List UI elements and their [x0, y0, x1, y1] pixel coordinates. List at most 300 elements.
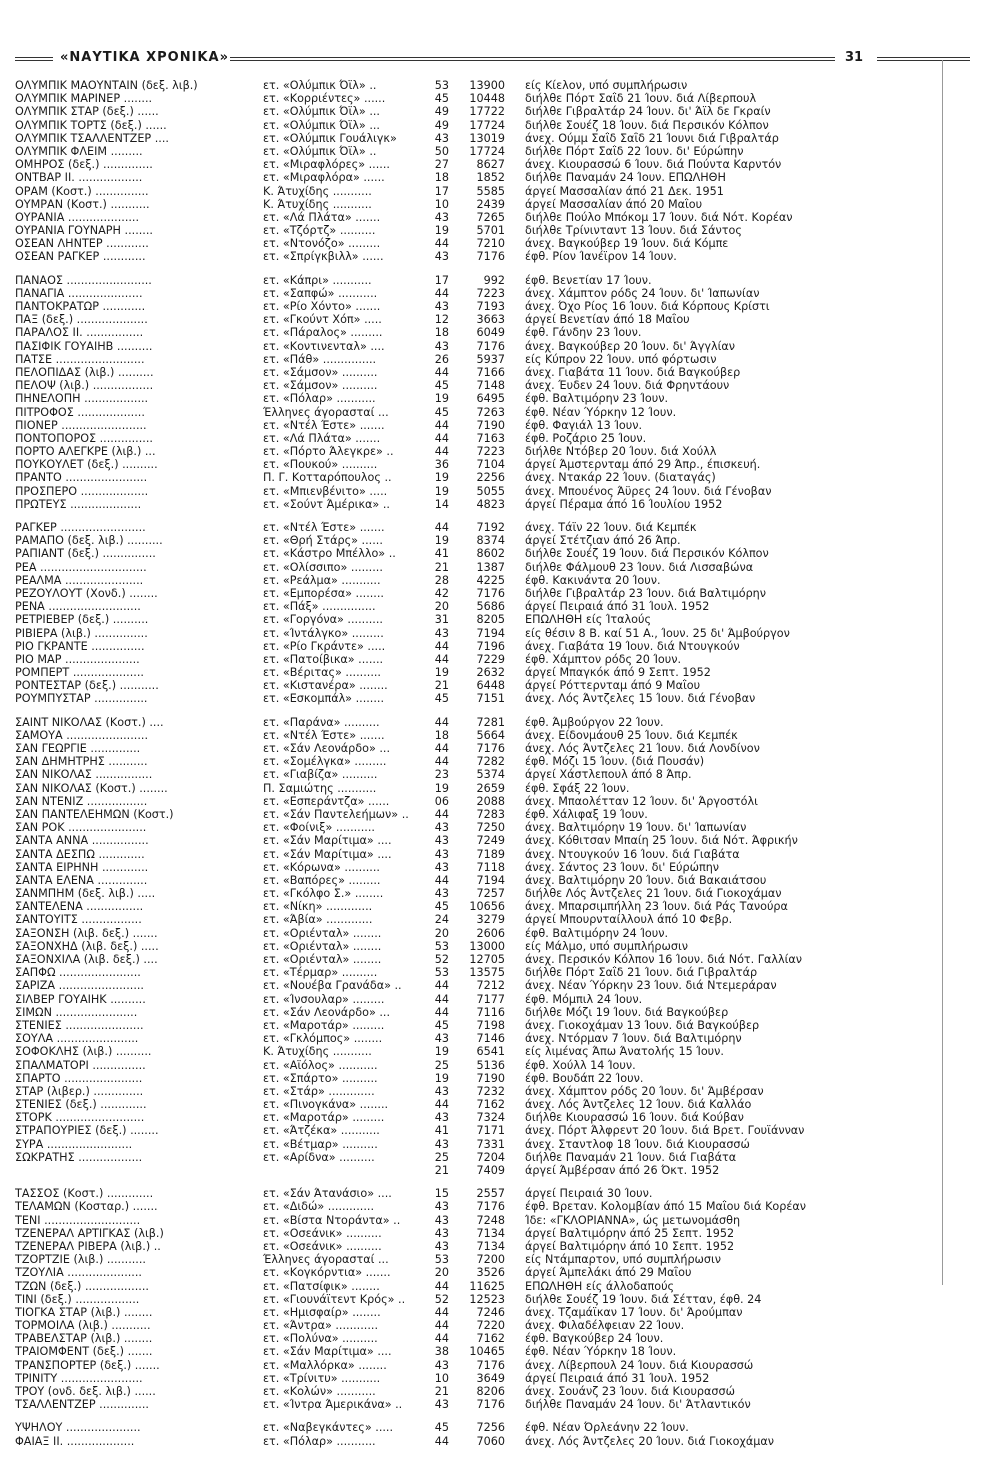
ship-row — [15, 627, 940, 640]
owner: ετ. «Πόρτο Άλεγκρε» .. — [263, 445, 394, 459]
voyage-status: έφθ. Νέαν Ύόρκην 18 Ίουν. — [525, 1345, 677, 1359]
tonnage: 7212 — [476, 979, 505, 993]
build-year: 43 — [434, 887, 449, 901]
voyage-status: άνεχ. Βαγκούβερ 19 Ίουν. διά Κόμπε — [525, 237, 729, 251]
ship-name: ΦΑΙΑΞ ΙΙ. ................... — [15, 1434, 135, 1448]
ship-row — [15, 1085, 940, 1098]
owner: ετ. «Τέρμαρ» .......... — [263, 966, 378, 980]
owner: ετ. «Οριένταλ» ........ — [263, 939, 382, 953]
build-year: 44 — [434, 445, 449, 459]
ship-name: ΤΟΡΜΟΙΛΑ (λιβ.) ........... — [15, 1319, 151, 1333]
ship-name: ΡΑΓΚΕΡ ........................ — [15, 521, 146, 534]
build-year: 45 — [434, 405, 449, 419]
build-year: 45 — [434, 1018, 449, 1032]
voyage-status: διήλθε Πόρτ Σαΐδ 21 Ίουν. διά Γιβραλτάρ — [525, 966, 758, 980]
tonnage: 7176 — [476, 250, 505, 264]
ship-name: ΥΨΗΛΟΥ ..................... — [15, 1421, 141, 1435]
owner: ετ. «Σπρίγκβιλλ» ...... — [263, 250, 384, 264]
ship-name: ΡΕΝΑ .......................... — [15, 600, 141, 614]
voyage-status: είς Κίελον, υπό συμπλήρωσιν — [525, 79, 688, 92]
voyage-status: άργεί Πειραιά 30 Ίουν. — [525, 1187, 653, 1201]
owner: ετ. «Ντονόζο» ......... — [263, 237, 381, 251]
tonnage: 7246 — [476, 1305, 505, 1319]
tonnage: 5664 — [476, 728, 505, 742]
voyage-status: διήλθε Μόζι 19 Ίουν. διά Βαγκούβερ — [525, 1005, 729, 1019]
owner: ετ. «Νίκη» ............. — [263, 900, 373, 914]
voyage-status: διήλθε Τρίνινταντ 13 Ίουν. διά Σάντος — [525, 224, 742, 238]
tonnage: 7229 — [476, 652, 505, 666]
build-year: 52 — [434, 1292, 449, 1306]
tonnage: 7283 — [476, 807, 505, 821]
owner: ετ. «Ολύμπικ Όϊλ» ... — [263, 105, 380, 119]
build-year: 43 — [434, 300, 449, 313]
build-year: 06 — [434, 794, 449, 808]
ship-name: ΣΑΞΟΝΣΗ (λιβ. δεξ.) ....... — [15, 926, 158, 940]
voyage-status: Ίδε: «ΓΚΛΟΡΙΑΝΝΑ», ώς μετωνομάσθη — [525, 1213, 741, 1227]
ship-row — [15, 1319, 940, 1332]
voyage-status: διήλθε Σουέζ 18 Ίουν. διά Περσικόν Κόλπον — [525, 118, 769, 132]
ship-row — [15, 145, 940, 158]
voyage-status: άνεχ. Λός Άντζελες 15 Ίουν. διά Γένοβαν — [525, 692, 756, 706]
ship-name: ΤΕΛΑΜΩΝ (Κοσταρ.) ....... — [15, 1200, 158, 1214]
build-year: 19 — [434, 1071, 449, 1085]
owner: ετ. «Ημισφαίρ» ........ — [263, 1305, 381, 1319]
ship-name: ΣΑΠΦΩ ....................... — [15, 966, 141, 980]
ship-name: ΣΑΝΤΑ ΔΕΣΠΩ ............. — [15, 847, 145, 861]
ship-row — [15, 534, 940, 547]
ship-name: ΣΑΞΟΝΧΗΔ (λιβ. δεξ.) ..... — [15, 939, 159, 953]
owner: ετ. «Διδώ» ............. — [263, 1200, 375, 1214]
ship-row — [15, 692, 940, 705]
build-year: 19 — [434, 666, 449, 680]
ship-row — [15, 171, 940, 184]
voyage-status: άνεχ. Περσικόν Κόλπον 16 Ίουν. διά Νότ. Γαλλίαν — [525, 953, 803, 966]
voyage-status: άνεχ. Τζαμάϊκαν 17 Ίουν. δι' Άρούμπαν — [525, 1305, 743, 1319]
build-year: 43 — [434, 1358, 449, 1372]
ship-row — [15, 1187, 940, 1200]
ship-row — [15, 274, 940, 287]
tonnage: 7194 — [476, 873, 505, 887]
voyage-status: άργεί Άμστερνταμ άπό 29 Άπρ., έπισκευή. — [525, 458, 761, 472]
ship-row — [15, 366, 940, 379]
owner: ετ. «Σπάρτο» .......... — [263, 1071, 378, 1085]
ship-row — [15, 666, 940, 679]
ship-group — [15, 1187, 940, 1411]
ship-row — [15, 768, 940, 781]
owner: ετ. «Εμπορέσα» ........ — [263, 586, 384, 600]
ship-name: ΡΟΥΜΠΥΣΤΑΡ ............... — [15, 692, 148, 706]
voyage-status: άργεί Χάστλεπουλ άπό 8 Άπρ. — [525, 768, 692, 782]
ship-name: ΤΡΑΙΟΜΦΕΝΤ (δεξ.) ....... — [15, 1345, 153, 1359]
owner: ετ. «Μαροτάρ» ......... — [263, 1111, 385, 1125]
build-year: 44 — [434, 431, 449, 445]
tonnage: 13900 — [469, 79, 505, 92]
build-year: 21 — [434, 679, 449, 693]
ship-row — [15, 224, 940, 237]
ship-row — [15, 913, 940, 926]
ship-name: ΣΑΝ ΝΙΚΟΛΑΣ (Κοστ.) ........ — [15, 781, 168, 795]
ship-name: ΟΡΑΜ (Κοστ.) ............... — [15, 184, 149, 198]
ship-row — [15, 379, 940, 392]
tonnage: 7151 — [476, 692, 505, 706]
tonnage: 12705 — [469, 953, 505, 966]
owner: ετ. «Μαροτάρ» ......... — [263, 1018, 385, 1032]
tonnage: 7116 — [476, 1005, 505, 1019]
voyage-status: άργεί Άμπελάκι άπό 29 Μαΐου — [525, 1266, 692, 1280]
build-year: 21 — [434, 1385, 449, 1398]
ship-name: ΤΡΟΥ (ονδ. δεξ. λιβ.) ...... — [15, 1385, 156, 1398]
ship-name: ΤΣΑΛΛΕΝΤΖΕΡ .............. — [15, 1398, 149, 1412]
build-year: 44 — [434, 1305, 449, 1319]
build-year: 19 — [434, 471, 449, 485]
build-year: 19 — [434, 484, 449, 498]
tonnage: 17724 — [469, 144, 505, 158]
voyage-status: έφθ. Βρεταν. Κολομβίαν άπό 15 Μαΐου διά Κορέαν — [525, 1200, 807, 1214]
build-year: 44 — [434, 715, 449, 729]
owner: ετ. «Οσεάνικ» .......... — [263, 1239, 382, 1253]
ship-name: ΟΜΗΡΟΣ (δεξ.) .............. — [15, 158, 153, 172]
build-year: 19 — [434, 1045, 449, 1059]
ship-name: ΠΟΝΤΟΠΟΡΟΣ ............... — [15, 431, 153, 445]
tonnage: 3649 — [476, 1371, 505, 1385]
tonnage: 1852 — [476, 171, 505, 185]
tonnage: 7257 — [476, 887, 505, 901]
tonnage: 7409 — [476, 1164, 505, 1177]
ship-name: ΣΤΡΑΠΟΥΡΙΕΣ (δεξ.) ........ — [15, 1124, 159, 1138]
tonnage: 7265 — [476, 210, 505, 224]
build-year: 43 — [434, 860, 449, 874]
owner: ετ. «Μπιενβένιτο» ..... — [263, 484, 388, 498]
build-year: 45 — [434, 1421, 449, 1435]
tonnage: 7171 — [476, 1124, 505, 1138]
ship-row — [15, 716, 940, 729]
voyage-status: άργεί Βαλτιμόρην άπό 10 Σεπτ. 1952 — [525, 1239, 735, 1253]
owner: ετ. «Λά Πλάτα» ....... — [263, 210, 381, 224]
ship-row — [15, 1138, 940, 1151]
ship-row — [15, 1345, 940, 1358]
voyage-status: είς λιμένας Άπω Άνατολής 15 Ίουν. — [525, 1045, 724, 1059]
owner: ετ. «Κορριέντες» ...... — [263, 92, 386, 106]
ship-name: ΣΑΜΟΥΑ ....................... — [15, 728, 149, 742]
ship-row — [15, 653, 940, 666]
tonnage: 7200 — [476, 1253, 505, 1267]
build-year: 43 — [434, 339, 449, 353]
ship-row — [15, 211, 940, 224]
ship-register-list — [15, 79, 940, 1458]
tonnage: 992 — [483, 273, 505, 287]
ship-name: ΠΙΟΝΕΡ ........................ — [15, 418, 147, 432]
owner: ετ. «Μιραφλόρα» ...... — [263, 171, 385, 185]
voyage-status: είς Ντάμπαρτον, υπό συμπλήρωσιν — [525, 1253, 722, 1267]
tonnage: 7324 — [476, 1111, 505, 1125]
build-year: 25 — [434, 1150, 449, 1164]
ship-row — [15, 861, 940, 874]
build-year: 12 — [434, 313, 449, 327]
tonnage: 10656 — [469, 900, 505, 914]
ship-name: ΣΟΦΟΚΛΗΣ (λιβ.) .......... — [15, 1045, 152, 1059]
ship-name: ΤΙΟΓΚΑ ΣΤΑΡ (λιβ.) ........ — [15, 1305, 153, 1319]
owner: ετ. «Εσκομπάλ» ........ — [263, 692, 385, 706]
voyage-status: άνεχ. Νέαν Ύόρκην 23 Ίουν. διά Ντεμεράραν — [525, 979, 777, 993]
ship-row — [15, 640, 940, 653]
build-year: 52 — [434, 953, 449, 966]
ship-row — [15, 1098, 940, 1111]
owner: ετ. «Λά Πλάτα» ....... — [263, 431, 381, 445]
build-year: 43 — [434, 1226, 449, 1240]
ship-name: ΤΖΕΝΕΡΑΛ ΡΙΒΕΡΑ (λιβ.) .. — [15, 1239, 161, 1253]
tonnage: 7134 — [476, 1226, 505, 1240]
ship-name: ΟΝΤΒΑΡ ΙΙ. .................. — [15, 171, 143, 185]
owner: ετ. «Σάν Μαρίτιμα» .... — [263, 1345, 392, 1359]
voyage-status: διήλθε Πούλο Μπόκομ 17 Ίουν. διά Νότ. Κορέαν — [525, 210, 793, 224]
ship-name: ΠΑΝΑΟΣ ........................ — [15, 273, 152, 287]
voyage-status: διήλθε Παναμάν 24 Ίουν. δι' Άτλαντικόν — [525, 1398, 751, 1412]
ship-name: ΡΕΖΟΥΛΟΥΤ (Χονδ.) ........ — [15, 586, 158, 600]
tonnage: 4823 — [476, 497, 505, 511]
ship-name: ΟΛΥΜΠΙΚ ΜΑΟΥΝΤΑΙΝ (δεξ. λιβ.) — [15, 79, 198, 92]
ship-name: ΣΩΚΡΑΤΗΣ .................. — [15, 1150, 143, 1164]
ship-row — [15, 821, 940, 834]
tonnage: 2632 — [476, 666, 505, 680]
ship-name: ΟΥΡΑΝΙΑ ΓΟΥΝΑΡΗ ........ — [15, 224, 153, 238]
owner: ετ. «Οριένταλ» ........ — [263, 926, 382, 940]
tonnage: 7250 — [476, 821, 505, 835]
tonnage: 7146 — [476, 1032, 505, 1046]
voyage-status: έφθ. Χάλιφαξ 19 Ίουν. — [525, 807, 648, 821]
ship-row — [15, 834, 940, 847]
ship-name: ΠΕΛΟΠΙΔΑΣ (λιβ.) .......... — [15, 365, 154, 379]
owner: ετ. «Θρή Στάρς» ...... — [263, 534, 383, 548]
owner: Κ. Άτυχίδης ........... — [263, 197, 372, 211]
build-year: 44 — [434, 1098, 449, 1112]
build-year: 43 — [434, 1239, 449, 1253]
owner: ετ. «Άβία» ............. — [263, 913, 373, 927]
voyage-status: άνεχ. Βαλτιμόρην 19 Ίουν. δι' Ίαπωνίαν — [525, 821, 747, 835]
voyage-status: διήλθε Σουέζ 19 Ίουν. διά Σέτταν, έφθ. 24 — [525, 1292, 762, 1306]
tonnage: 7176 — [476, 1200, 505, 1214]
tonnage: 7060 — [476, 1434, 505, 1448]
ship-name: ΡΕΤΡΙΕΒΕΡ (δεξ.) .......... — [15, 613, 149, 627]
build-year: 49 — [434, 118, 449, 132]
tonnage: 6495 — [476, 392, 505, 406]
ship-name: ΟΥΡΑΝΙΑ .................... — [15, 210, 140, 224]
ship-name: ΤΖΕΝΕΡΑΛ ΑΡΤΙΓΚΑΣ (λιβ.) — [15, 1226, 164, 1240]
build-year: 17 — [434, 273, 449, 287]
owner: Π. Σαμιώτης ........... — [263, 781, 377, 795]
tonnage: 7193 — [476, 300, 505, 313]
voyage-status: άνεχ. Χάμπτον ρόδς 20 Ίουν. δι' Άμβέρσαν — [525, 1084, 764, 1098]
tonnage: 5374 — [476, 768, 505, 782]
voyage-status: άνεχ. Λός Άντζελες 12 Ίουν. διά Καλλάο — [525, 1098, 752, 1112]
ship-row — [15, 900, 940, 913]
ship-name: ΠΟΥΚΟΥΛΕΤ (δεξ.) .......... — [15, 458, 158, 472]
build-year: 50 — [434, 144, 449, 158]
build-year: 44 — [434, 742, 449, 755]
voyage-status: έφθ. Ροζάριο 25 Ίουν. — [525, 431, 647, 445]
ship-row — [15, 1359, 940, 1372]
ship-name: ΤΡΙΝΙΤΥ ....................... — [15, 1371, 143, 1385]
ship-row — [15, 485, 940, 498]
ship-name: ΟΥΜΡΑΝ (Κοστ.) ........... — [15, 197, 150, 211]
tonnage: 7166 — [476, 365, 505, 379]
tonnage: 7263 — [476, 405, 505, 419]
ship-name: ΠΑΝΤΟΚΡΑΤΩΡ ............ — [15, 300, 146, 313]
voyage-status: άνεχ. Χάμπτον ρόδς 24 Ίουν. δι' Ίαπωνίαν — [525, 286, 760, 300]
build-year: 10 — [434, 197, 449, 211]
ship-name: ΠΑΝΑΓΙΑ ..................... — [15, 286, 143, 300]
voyage-status: άργεί Μασσαλίαν άπό 21 Δεκ. 1951 — [525, 184, 724, 198]
ship-name: ΡΙΟ ΓΚΡΑΝΤΕ ............... — [15, 639, 145, 653]
ship-row — [15, 1293, 940, 1306]
voyage-status: έφθ. Ρίον Ίανέϊρον 14 Ίουν. — [525, 250, 677, 264]
voyage-status: έφθ. Κακινάντα 20 Ίουν. — [525, 573, 661, 587]
tonnage: 3526 — [476, 1266, 505, 1280]
build-year: 36 — [434, 458, 449, 472]
build-year: 44 — [434, 979, 449, 993]
build-year: 44 — [434, 418, 449, 432]
build-year: 44 — [434, 1005, 449, 1019]
ship-row — [15, 1164, 940, 1177]
voyage-status: διήλθε Ντόβερ 20 Ίουν. διά Χούλλ — [525, 445, 717, 459]
voyage-status: έφθ. Χούλλ 14 Ίουν. — [525, 1058, 636, 1072]
tonnage: 7148 — [476, 379, 505, 393]
page-number: 31 — [845, 50, 864, 65]
voyage-status: διήλθε Παναμάν 24 Ίουν. ΕΠΩΛΗΘΗ — [525, 171, 726, 185]
tonnage: 12523 — [469, 1292, 505, 1306]
voyage-status: διήλθε Κιουρασσώ 16 Ίουν. διά Κούβαν — [525, 1111, 744, 1125]
build-year: 42 — [434, 586, 449, 600]
tonnage: 7256 — [476, 1421, 505, 1435]
voyage-status: είς θέσιν 8 Β. καί 51 Α., Ίουν. 25 δι' Άμβούργον — [525, 626, 790, 640]
voyage-status: έφθ. Σφάξ 22 Ίουν. — [525, 781, 630, 795]
build-year: 15 — [434, 1187, 449, 1201]
tonnage: 7281 — [476, 715, 505, 729]
voyage-status: άργεί Μπουρνταίλλουλ άπό 10 Φεβρ. — [525, 913, 733, 927]
ship-name: ΡΑΠΙΑΝΤ (δεξ.) ............... — [15, 547, 156, 561]
ship-row — [15, 340, 940, 353]
ship-name: ΡΟΝΤΕΣΤΑΡ (δεξ.) ........... — [15, 679, 159, 693]
ship-row — [15, 353, 940, 366]
ship-row — [15, 250, 940, 263]
tonnage: 7163 — [476, 431, 505, 445]
owner: ετ. «Γκόλφο Σ.» ........ — [263, 887, 384, 901]
tonnage: 13000 — [469, 939, 505, 953]
ship-name: ΣΑΝΜΠΗΜ (δεξ. λιβ.) ..... — [15, 887, 156, 901]
tonnage: 7204 — [476, 1150, 505, 1164]
ship-name: ΡΙΟ ΜΑΡ ..................... — [15, 652, 140, 666]
build-year: 44 — [434, 1332, 449, 1346]
voyage-status: ΕΠΩΛΗΘΗ είς άλλοδαπούς — [525, 1279, 675, 1293]
build-year: 43 — [434, 821, 449, 835]
build-year: 45 — [434, 379, 449, 393]
tonnage: 3279 — [476, 913, 505, 927]
voyage-status: άνεχ. Φιλαδέλφειαν 22 Ίουν. — [525, 1319, 685, 1333]
owner: ετ. «Ολύμπικ Όϊλ» .. — [263, 79, 377, 92]
ship-name: ΡΕΑΛΜΑ ...................... — [15, 573, 144, 587]
ship-row — [15, 1421, 940, 1434]
voyage-status: έφθ. Βενετίαν 17 Ίουν. — [525, 273, 652, 287]
owner: ετ. «Αϊόλος» ........... — [263, 1058, 378, 1072]
build-year: 28 — [434, 573, 449, 587]
build-year: 43 — [434, 210, 449, 224]
header-rule-middle — [230, 57, 835, 61]
tonnage: 3663 — [476, 313, 505, 327]
owner: ετ. «Πάραλος» ......... — [263, 326, 383, 340]
ship-name: ΠΑΣΙΦΙΚ ΓΟΥΑΙΗΒ .......... — [15, 339, 153, 353]
voyage-status: διήλθε Σουέζ 19 Ίουν. διά Περσικόν Κόλπον — [525, 547, 769, 561]
ship-name: ΣΠΑΛΜΑΤΟΡΙ ............... — [15, 1058, 146, 1072]
ship-row — [15, 561, 940, 574]
ship-name: ΣΤΕΝΙΕΣ (δεξ.) ............. — [15, 1098, 147, 1112]
ship-name: ΤΡΑΒΕΛΣΤΑΡ (λιβ.) ........ — [15, 1332, 153, 1346]
voyage-status: άνεχ. Σταντλοφ 18 Ίουν. διά Κιουρασσώ — [525, 1137, 750, 1151]
owner: ετ. «Σάν Μαρίτιμα» .... — [263, 834, 392, 848]
owner: ετ. «Γιαβίζα» .......... — [263, 768, 378, 782]
tonnage: 17722 — [469, 105, 505, 119]
ship-name: ΠΑΤΣΕ ......................... — [15, 352, 145, 366]
owner: ετ. «Κολών» ........... — [263, 1385, 376, 1398]
build-year: 21 — [434, 1164, 449, 1177]
build-year: 25 — [434, 1058, 449, 1072]
ship-row — [15, 432, 940, 445]
tonnage: 8205 — [476, 613, 505, 627]
ship-row — [15, 1306, 940, 1319]
voyage-status: διήλθε Παναμάν 21 Ίουν. διά Γιαβάτα — [525, 1150, 737, 1164]
build-year: 43 — [434, 1111, 449, 1125]
owner: ετ. «Πουκού» .......... — [263, 458, 378, 472]
ship-row — [15, 1059, 940, 1072]
owner: ετ. «Φοίνιξ» ........... — [263, 821, 375, 835]
ship-row — [15, 848, 940, 861]
ship-row — [15, 1240, 940, 1253]
tonnage: 7176 — [476, 742, 505, 755]
owner: ετ. «Σάμσον» .......... — [263, 365, 378, 379]
ship-name: ΟΛΥΜΠΙΚ ΣΤΑΡ (δεξ.) ...... — [15, 105, 159, 119]
ship-row — [15, 79, 940, 92]
ship-name: ΟΛΥΜΠΙΚ ΜΑΡΙΝΕΡ ........ — [15, 92, 153, 106]
ship-row — [15, 679, 940, 692]
owner: ετ. «Άτζέκα» ........... — [263, 1124, 380, 1138]
ship-row — [15, 105, 940, 118]
tonnage: 7176 — [476, 1398, 505, 1412]
ship-name: ΣΑΝΤΑ ΕΙΡΗΝΗ ............. — [15, 860, 149, 874]
ship-row — [15, 1214, 940, 1227]
header-rule-left — [15, 57, 53, 61]
voyage-status: έφθ. Χάμπτον ρόδς 20 Ίουν. — [525, 652, 682, 666]
tonnage: 7232 — [476, 1084, 505, 1098]
ship-name: ΣΑΝ ΡΟΚ ...................... — [15, 821, 147, 835]
voyage-status: είς Κύπρον 22 Ίουν. υπό φόρτωσιν — [525, 352, 717, 366]
owner: ετ. «Ντέλ Έστε» ....... — [263, 728, 385, 742]
voyage-status: διήλθε Πόρτ Σαΐδ 21 Ίουν. διά Λίβερπουλ — [525, 92, 757, 106]
voyage-status: άργεί Ρόττερνταμ άπό 9 Μαΐου — [525, 679, 701, 693]
owner: ετ. «Βίστα Ντοράντα» .. — [263, 1213, 401, 1227]
ship-name: ΣΙΛΒΕΡ ΓΟΥΑΙΗΚ .......... — [15, 992, 146, 1006]
ship-row — [15, 1435, 940, 1448]
voyage-status: έφθ. Βαλτιμόρην 23 Ίουν. — [525, 392, 669, 406]
ship-name: ΠΗΝΕΛΟΠΗ .................. — [15, 392, 149, 406]
owner: ετ. «Σαπφώ» ........... — [263, 286, 378, 300]
ship-row — [15, 613, 940, 626]
owner: ετ. «Στάρ» ............. — [263, 1084, 375, 1098]
voyage-status: άνεχ. Κιουρασσώ 6 Ίουν. διά Πούντα Καρντόν — [525, 158, 782, 172]
ship-name: ΣΑΝΤΟΥΙΤΣ ................. — [15, 913, 142, 927]
ship-row — [15, 1124, 940, 1137]
ship-row — [15, 1385, 940, 1398]
voyage-status: άνεχ. Λός Άντζελες 20 Ίουν. διά Γιοκοχάμαν — [525, 1434, 774, 1448]
tonnage: 7190 — [476, 1071, 505, 1085]
voyage-status: είς Μάλμο, υπό συμπλήρωσιν — [525, 939, 689, 953]
